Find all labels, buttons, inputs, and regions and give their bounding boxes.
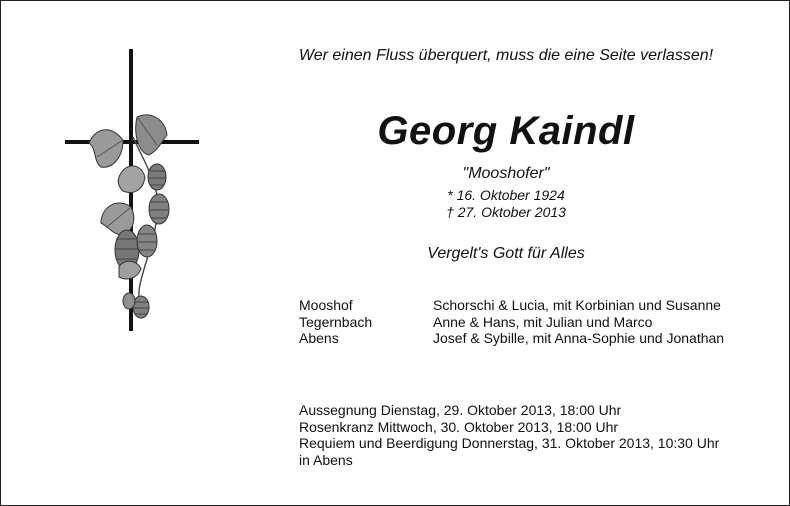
mourner-place: Tegernbach [299,313,373,330]
death-date: † 27. Oktober 2013 [446,204,566,220]
mourner-place: Abens [299,330,339,346]
mourner-names: Anne & Hans, mit Julian und Marco [433,313,653,330]
mourner-names: Josef & Sybille, mit Anna-Sophie und Jonathan [433,330,725,346]
motto-text: Wer einen Fluss überquert, muss die eine Seite verlassen! [298,47,714,64]
mourner-names: Schorschi & Lucia, mit Korbinian und Susanne [433,297,721,313]
service-line: Aussegnung Dienstag, 29. Oktober 2013, 18:00 Uhr [299,402,622,418]
mourners-list [299,297,724,347]
mourner-row [299,330,724,347]
deceased-nickname: "Mooshofer" [462,165,550,182]
mourner-row [299,297,724,314]
service-line: Requiem und Beerdigung Donnerstag, 31. Oktober 2013, 10:30 Uhr [299,435,720,451]
birth-date: * 16. Oktober 1924 [447,187,565,203]
service-schedule [299,402,719,468]
life-dates [271,187,741,221]
cross-with-hops-icon [61,45,211,335]
mourner-row [299,314,724,331]
service-line: Rosenkranz Mittwoch, 30. Oktober 2013, 18:00 Uhr [299,418,619,435]
thanks-text: Vergelt's Gott für Alles [427,245,585,262]
mourner-place: Mooshof [299,297,353,313]
deceased-name: Georg Kaindl [377,109,635,153]
service-line: in Abens [299,451,353,468]
